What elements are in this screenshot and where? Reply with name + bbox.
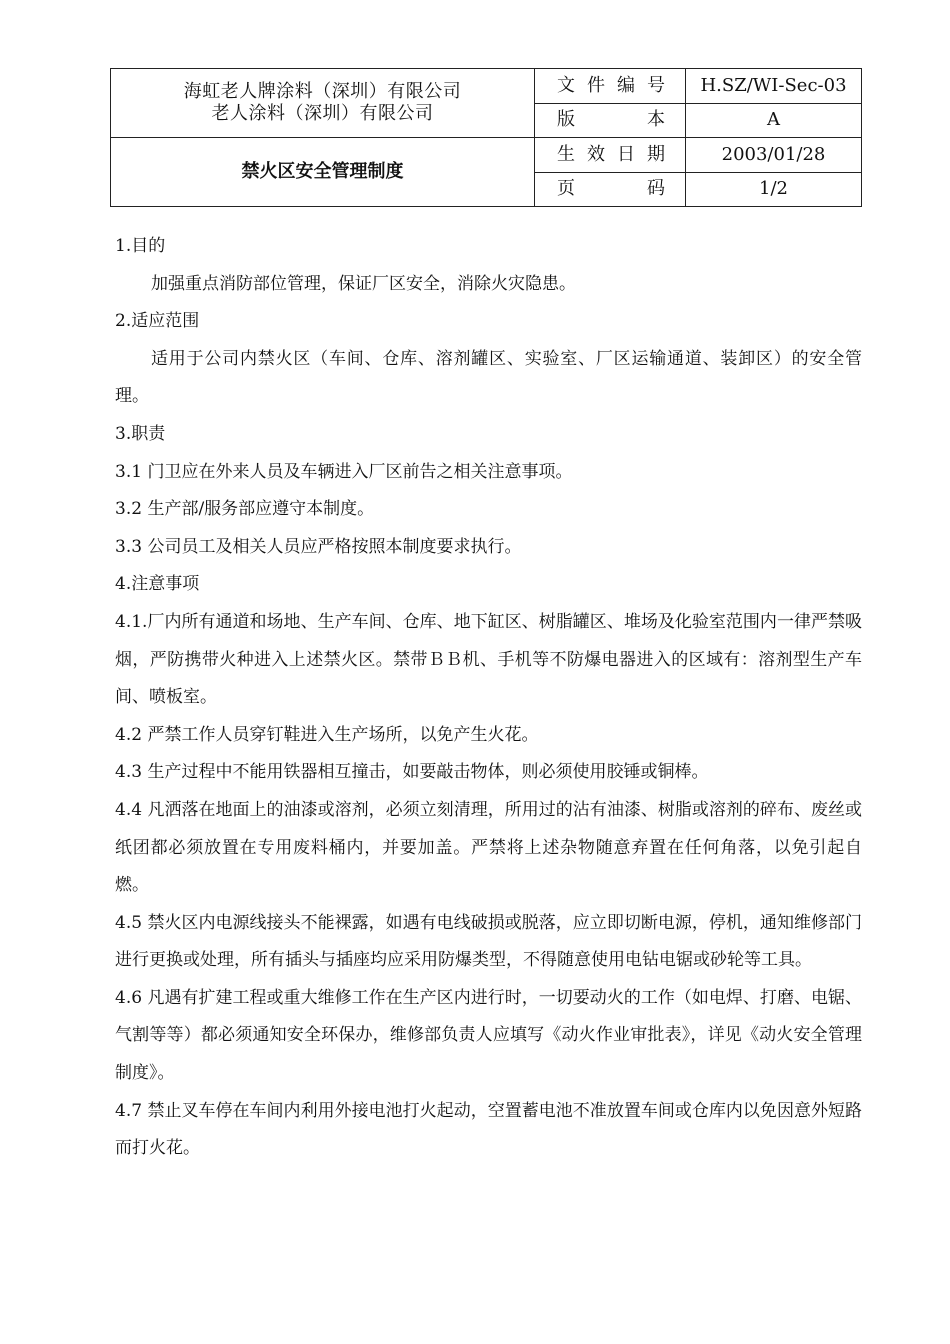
precaution-item: 4.7 禁止叉车停在车间内利用外接电池打火起动，空置蓄电池不准放置车间或仓库内以免因意外短路而打火花。 [115, 1100, 862, 1159]
version-label: 版 本 [535, 103, 686, 138]
section-heading-scope: 2.适应范围 [115, 311, 200, 332]
document-header-table [110, 68, 862, 207]
document-body [115, 228, 862, 1168]
precaution-item: 4.2 严禁工作人员穿钉鞋进入生产场所，以免产生火花。 [115, 724, 539, 745]
precaution-item: 4.5 禁火区内电源线接头不能裸露，如遇有电线破损或脱落，应立即切断电源，停机，通知维修部门进行更换或处理，所有插头与插座均应采用防爆类型，不得随意使用电钻电锯或砂轮等工具。 [115, 912, 862, 971]
section-heading-responsibilities: 3.职责 [115, 423, 166, 444]
scope-text: 适用于公司内禁火区（车间、仓库、溶剂罐区、实验室、厂区运输通道、装卸区）的安全管理。 [115, 348, 862, 407]
responsibility-item: 3.3 公司员工及相关人员应严格按照本制度要求执行。 [115, 536, 522, 557]
document-number-value: H.SZ/WI-Sec-03 [686, 69, 862, 104]
section-heading-purpose: 1.目的 [115, 236, 166, 256]
section-heading-precautions: 4.注意事项 [115, 574, 200, 595]
company-name-line1: 海虹老人牌涂料（深圳）有限公司 [183, 81, 462, 102]
precaution-item: 4.3 生产过程中不能用铁器相互撞击，如要敲击物体，则必须使用胶锤或铜棒。 [115, 762, 709, 783]
company-name-line2: 老人涂料（深圳）有限公司 [211, 103, 434, 124]
page-number-value: 1/2 [686, 172, 862, 207]
effective-date-value: 2003/01/28 [686, 138, 862, 173]
version-value: A [686, 103, 862, 138]
responsibility-item: 3.1 门卫应在外来人员及车辆进入厂区前告之相关注意事项。 [115, 461, 573, 482]
precaution-item: 4.6 凡遇有扩建工程或重大维修工作在生产区内进行时，一切要动火的工作（如电焊、打磨、电锯、气割等等）都必须通知安全环保办，维修部负责人应填写《动火作业审批表》，详见《动火安全管理制度》。 [115, 987, 862, 1084]
document-number-label: 文件编号 [535, 69, 686, 104]
precaution-item: 4.1.厂内所有通道和场地、生产车间、仓库、地下缸区、树脂罐区、堆场及化验室范围内一律严禁吸烟，严防携带火种进入上述禁火区。禁带ＢＢ机、手机等不防爆电器进入的区域有：溶剂型生产车间、喷板室。 [115, 611, 862, 708]
responsibility-item: 3.2 生产部/服务部应遵守本制度。 [115, 499, 375, 520]
purpose-text: 加强重点消防部位管理，保证厂区安全，消除火灾隐患。 [151, 273, 576, 294]
page-number-label: 页 码 [535, 172, 686, 207]
precaution-item: 4.4 凡洒落在地面上的油漆或溶剂，必须立刻清理，所用过的沾有油漆、树脂或溶剂的碎布、废丝或纸团都必须放置在专用废料桶内，并要加盖。严禁将上述杂物随意弃置在任何角落，以免引起自燃。 [115, 799, 862, 896]
effective-date-label: 生效日期 [535, 138, 686, 173]
company-name-cell [111, 69, 535, 138]
document-title: 禁火区安全管理制度 [111, 138, 535, 207]
